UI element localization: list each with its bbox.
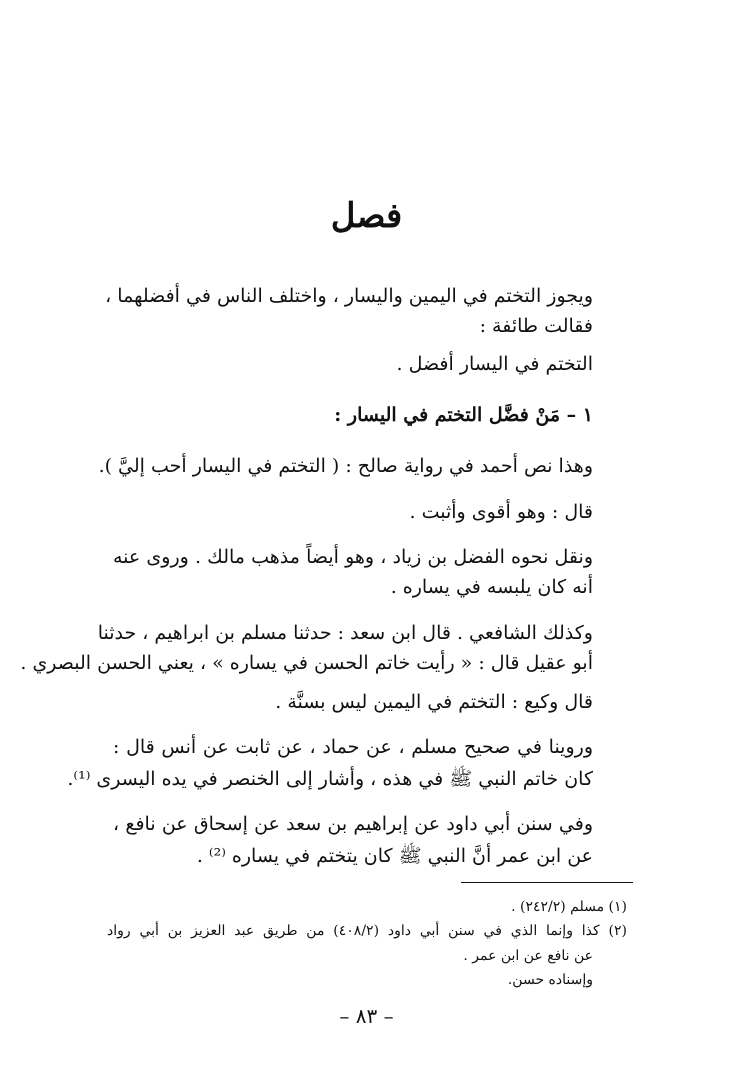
subheading-line: ١ – مَنْ فضَّل التختم في اليسار : [334,404,593,426]
footnote-1: (١) مسلم (٢٤٢/٢) . [511,899,627,915]
body-line-8: أنه كان يلبسه في يساره . [390,576,593,598]
page-number: – ٨٣ – [339,1004,394,1028]
body-line-13: كان خاتم النبي ﷺ في هذه ، وأشار إلى الخنصر في يده اليسرى ⁽¹⁾. [67,768,593,790]
body-line-12: وروينا في صحيح مسلم ، عن حماد ، عن ثابت عن أنس قال : [113,736,593,758]
body-line-2: فقالت طائفة : [479,315,593,337]
footnote-divider [461,882,633,883]
footnote-3: وإسناده حسن. [507,972,593,988]
body-line-1: ويجوز التختم في اليمين واليسار ، واختلف الناس في أفضلهما ، [105,285,593,307]
body-line-3: التختم في اليسار أفضل . [396,353,593,375]
footnote-2-continuation: عن نافع عن ابن عمر . [463,948,593,964]
body-line-11: قال وكيع : التختم في اليمين ليس بسنَّة . [275,691,593,713]
body-line-5: وهذا نص أحمد في رواية صالح : ( التختم في اليسار أحب إليَّ ). [98,455,593,477]
body-line-6: قال : وهو أقوى وأثبت . [409,501,593,523]
body-line-10: أبو عقيل قال : « رأيت خاتم الحسن في يساره » ، يعني الحسن البصري . [20,652,593,674]
footnote-2: (٢) كذا وإنما الذي في سنن أبي داود (٤٠٨/٢) من طريق عبد العزيز بن أبي رواد [107,923,627,939]
body-line-9: وكذلك الشافعي . قال ابن سعد : حدثنا مسلم بن ابراهيم ، حدثنا [97,622,593,644]
body-line-7: ونقل نحوه الفضل بن زياد ، وهو أيضاً مذهب مالك . وروى عنه [113,546,593,568]
body-line-14: وفي سنن أبي داود عن إبراهيم بن سعد عن إسحاق عن نافع ، [113,813,593,835]
body-line-15: عن ابن عمر أنَّ النبي ﷺ كان يتختم في يساره ⁽²⁾ . [196,845,593,867]
section-heading: فصل [330,196,403,236]
